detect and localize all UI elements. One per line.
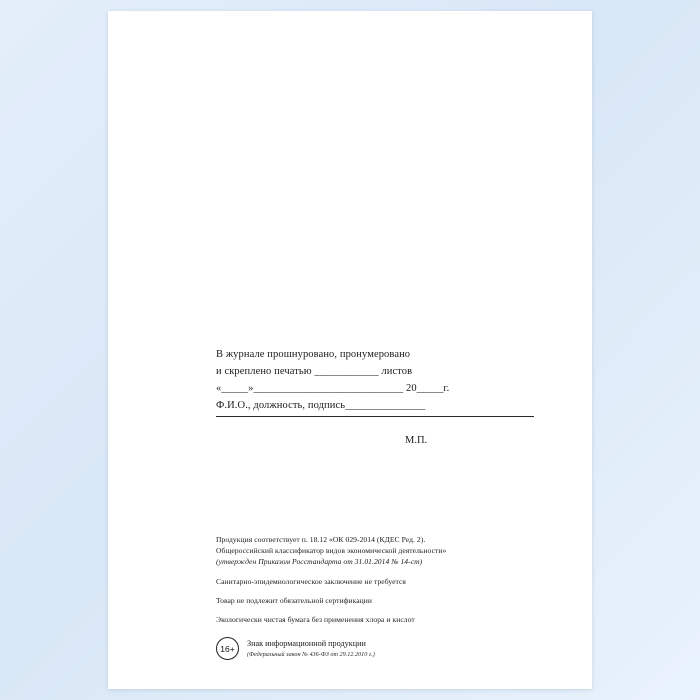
legal-notices (216, 535, 566, 626)
stamp-place-label: М.П. (405, 435, 428, 446)
page-content (108, 11, 592, 689)
age-rating-title: Знак информационной продукции (247, 639, 366, 648)
certification-notice: Товар не подлежит обязательной сертификации (216, 596, 373, 606)
spacer-3 (216, 607, 566, 615)
spacer-2 (216, 588, 566, 596)
product-compliance-line-2: Общероссийский классификатор видов экономической деятельности» (216, 545, 447, 555)
paper-notice: Экологически чистая бумага без применения хлора и кислот (216, 614, 415, 624)
age-rating-row (216, 636, 375, 660)
certification-line-3: «_____»____________________________ 20_____г. (216, 383, 450, 394)
certification-line-1: В журнале прошнуровано, пронумеровано (216, 349, 411, 360)
sanitary-notice: Санитарно-эпидемиологическое заключение не требуется (216, 577, 406, 587)
spacer-1 (216, 567, 566, 577)
product-compliance-line-3: (утвержден Приказом Росстандарта от 31.01.2014 № 14-ст) (216, 556, 423, 566)
age-rating-text (247, 636, 375, 659)
age-rating-icon: 16+ (216, 637, 239, 660)
signature-rule (216, 416, 534, 417)
certification-line-2: и скреплено печатью ____________ листов (216, 366, 413, 377)
document-page (108, 11, 592, 689)
age-rating-law: (Федеральный закон № 436-ФЗ от 29.12.2010 г.) (247, 650, 375, 658)
product-compliance-line-1: Продукция соответствует п. 18.12 «ОК 029-2014 (КДЕС Ред. 2). (216, 535, 426, 544)
certification-line-4: Ф.И.О., должность, подпись_______________ (216, 400, 426, 411)
certification-block (216, 346, 546, 417)
